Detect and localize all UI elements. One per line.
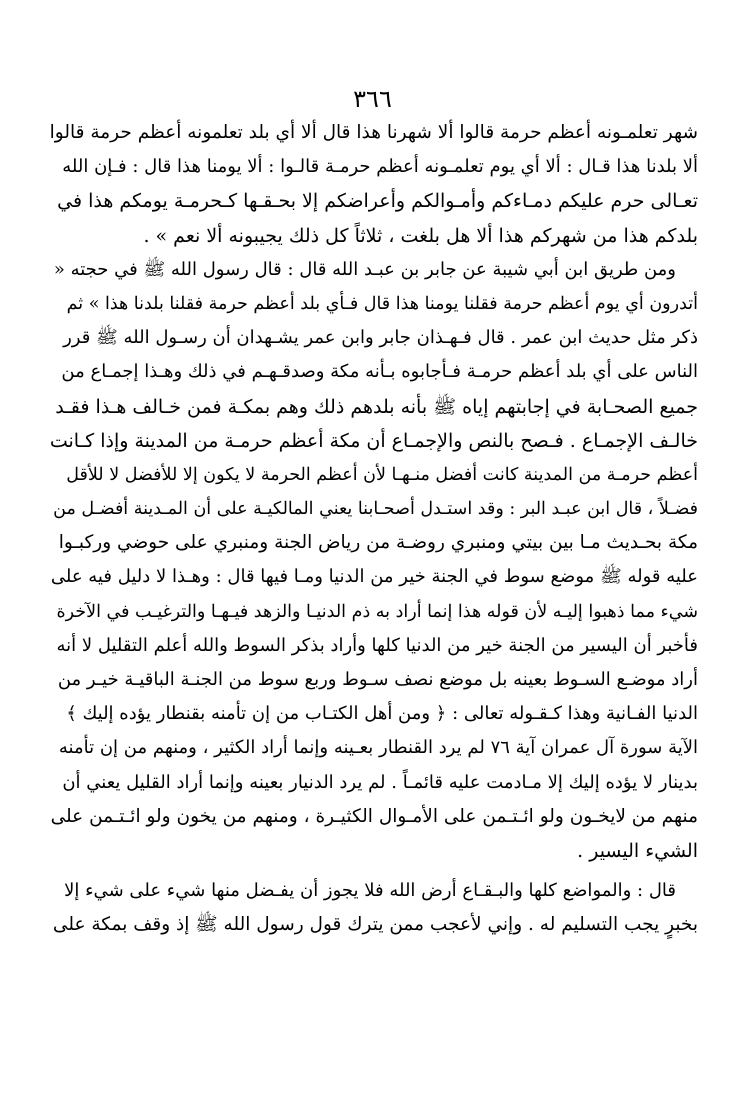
text-line: أراد موضـع السـوط بعينه بل موضع نصف سـوط وربع سوط من الجنـة الباقيـة خيـر من <box>57 669 698 690</box>
text-line: بدينار لا يؤده إليك إلا مـادمت عليه قائمـاً . لم يرد الدنيار بعينه وإنما أراد القليل يعني أن <box>62 771 698 793</box>
text-line: قال : والمواضع كلها والبـقـاع أرض الله فلا يجوز أن يفـضل منها شيء على شيء إلا <box>64 880 676 902</box>
body-text <box>50 116 698 943</box>
text-line: مكة بحـديث مـا بين بيتي ومنبري روضـة من رياض الجنة ومنبري على حوضي وركبـوا <box>58 532 698 554</box>
text-line: الناس على أي بلد أعظم حرمـة فـأجابوه بـأنه مكة وصدقـهـم في ذلك وهـذا إجمـاع من <box>61 361 698 383</box>
text-line: ألا بلدنا هذا قـال : ألا أي يوم تعلمـونه أعظم حرمـة قالـوا : ألا يومنا هذا قال : فـإن الله <box>62 156 698 178</box>
text-line: الدنيا الفـانية وهذا كـقـوله تعالى : ﴿ ومن أهل الكتـاب من إن تأمنه بقنطار يؤده إليك ﴾ <box>66 703 698 725</box>
text-line: شهر تعلمـونه أعظم حرمة قالوا ألا شهرنا هذا قال ألا أي بلد تعلمونه أعظم حرمة قالوا <box>50 122 698 143</box>
text-line: منهم من لايخـون ولو ائـتـمن على الأمـوال الكثيـرة ، ومنهم من يخون ولو ائـتـمن على <box>50 805 698 827</box>
text-line: شيء مما ذهبوا إليـه لأن قوله هذا إنما أراد به ذم الدنيـا والزهد فيـهـا والترغيـب في الآخرة <box>56 601 698 622</box>
text-line: أتدرون أي يوم أعظم حرمة فقلنا يومنا هذا قال فـأي بلد أعظم حرمة فقلنا بلدنا هذا » ثم <box>66 293 698 314</box>
text-line: ومن طريق ابن أبي شيبة عن جابر بن عبـد الله قال : قال رسول الله ﷺ في حجته « <box>53 258 676 280</box>
text-line: تعـالى حرم عليكم دمـاءكم وأمـوالكم وأعراضكم إلا بحـقـها كـحرمـة يومكم هذا في <box>57 190 698 213</box>
text-line: فضـلاً ، قال ابن عبـد البر : وقد استـدل أصحـابنا يعني المالكيـة على أن المـدينة أفضـل من <box>53 499 698 520</box>
text-line: الآية سورة آل عمران آية ٧٦ لم يرد القنطار بعـينه وإنما أراد الكثير ، ومنهم من إن تأمنه <box>58 737 698 759</box>
text-line: ذكر مثل حديث ابن عمر . قال فـهـذان جابر وابن عمر يشـهدان أن رسـول الله ﷺ قرر <box>63 327 698 349</box>
text-line: جميع الصحـابة في إجابتهم إياه ﷺ بأنه بلدهم ذلك وهم بمكـة فمن خـالف هـذا فقـد <box>55 395 698 418</box>
page-number: ٣٦٦ <box>353 85 392 113</box>
text-line: خالـف الإجمـاع . فـصح بالنص والإجمـاع أن مكة أعظم حرمـة من المدينة وإذا كـانت <box>50 429 698 452</box>
text-line: بلدكم هذا من شهركم هذا ألا هل بلغت ، ثلاثاً كل ذلك يجيبونه ألا نعم » . <box>143 224 698 247</box>
text-line: بخبرٍ يجب التسليم له . وإني لأعجب ممن يترك قول رسول الله ﷺ إذ وقف بمكة على <box>52 914 698 936</box>
text-line: فأخبر أن اليسير من الجنة خير من الدنيا كلها وأراد بذكر السوط والله أعلم التقليل لا أنه <box>56 634 698 656</box>
text-line: عليه قوله ﷺ موضع سوط في الجنة خير من الدنيا ومـا فيها قال : وهـذا لا دليل فيه على <box>50 566 698 588</box>
text-line: الشيء اليسير . <box>577 839 698 862</box>
text-line: أعظم حرمـة من المدينة كانت أفضل منـهـا لأن أعظم الحرمة لا يكون إلا للأفضل لا للأقل <box>66 464 698 485</box>
